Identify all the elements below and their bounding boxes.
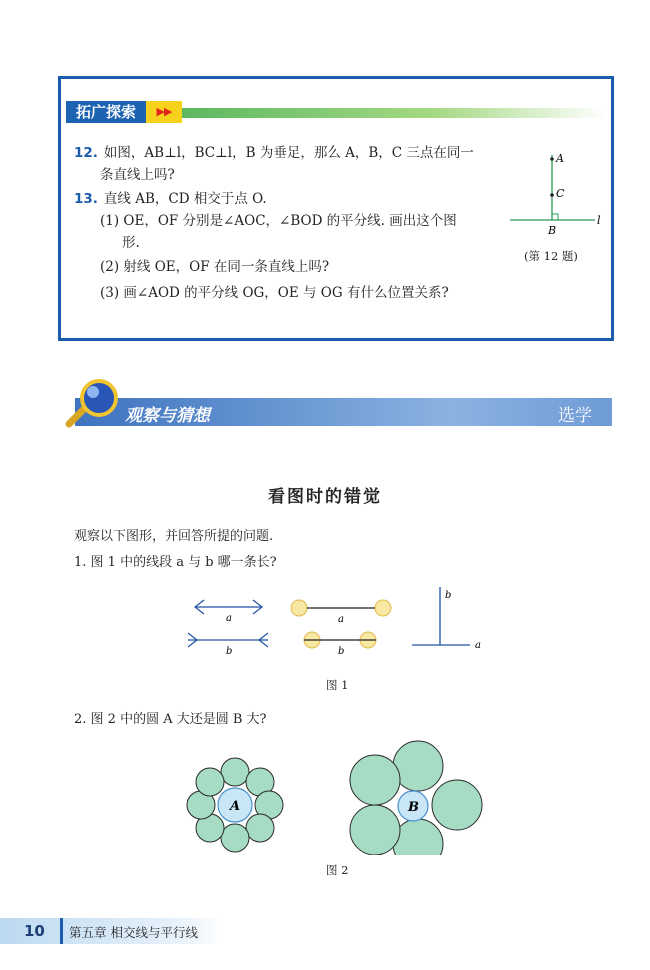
question-number: 12.: [74, 145, 98, 161]
sub-question-3: (3) 画∠AOD 的平分线 OG，OE 与 OG 有什么位置关系?: [100, 285, 449, 301]
label-b-2: b: [338, 646, 345, 657]
banner-title: 观察与猜想: [125, 406, 210, 426]
question-number: 13.: [74, 191, 98, 207]
figure-1: [180, 585, 500, 665]
figure-12: [500, 145, 610, 245]
sub-question-1-cont: 形.: [122, 235, 140, 251]
sub-question-1: (1) OE，OF 分别是∠AOC，∠BOD 的平分线. 画出这个图: [100, 213, 457, 229]
label-a-2: a: [338, 614, 344, 625]
label-C: C: [556, 187, 565, 200]
label-b-3: b: [445, 590, 452, 601]
figure-12-caption: (第 12 题): [524, 249, 578, 263]
circle-label-B: B: [408, 800, 419, 815]
question-text: 直线 AB，CD 相交于点 O.: [103, 191, 267, 207]
intro-text: 观察以下图形，并回答所提的问题.: [74, 529, 274, 544]
banner-tag: 选学: [558, 406, 592, 426]
explore-tag: 拓广探索: [66, 101, 146, 123]
label-B: B: [548, 224, 557, 237]
question-12-line2: 条直线上吗?: [100, 167, 175, 183]
figure-2: [185, 740, 495, 855]
question-13: [74, 188, 267, 210]
label-l: l: [597, 214, 601, 227]
arrow-right-icon: ▶▶: [146, 101, 182, 123]
figure-1-caption: 图 1: [326, 678, 349, 692]
explore-header-bar: [182, 108, 607, 118]
section-title: 看图时的错觉: [268, 487, 382, 507]
question-text: 如图，AB⊥l，BC⊥l，B 为垂足，那么 A，B，C 三点在同一: [103, 145, 474, 161]
question-12: [74, 142, 474, 164]
figure-2-caption: 图 2: [326, 863, 349, 877]
label-a: a: [226, 613, 232, 624]
label-a-3: a: [475, 640, 481, 651]
chapter-title: 第五章 相交线与平行线: [69, 925, 198, 940]
question-2: 2. 图 2 中的圆 A 大还是圆 B 大?: [74, 712, 267, 727]
page-number: 10: [24, 922, 45, 940]
footer-divider: [60, 918, 63, 944]
question-1: 1. 图 1 中的线段 a 与 b 哪一条长?: [74, 555, 277, 570]
circle-label-A: A: [230, 799, 241, 814]
magnifier-icon: [55, 376, 125, 436]
label-b: b: [226, 646, 233, 657]
sub-question-2: (2) 射线 OE，OF 在同一条直线上吗?: [100, 259, 330, 275]
label-A: A: [556, 152, 564, 165]
